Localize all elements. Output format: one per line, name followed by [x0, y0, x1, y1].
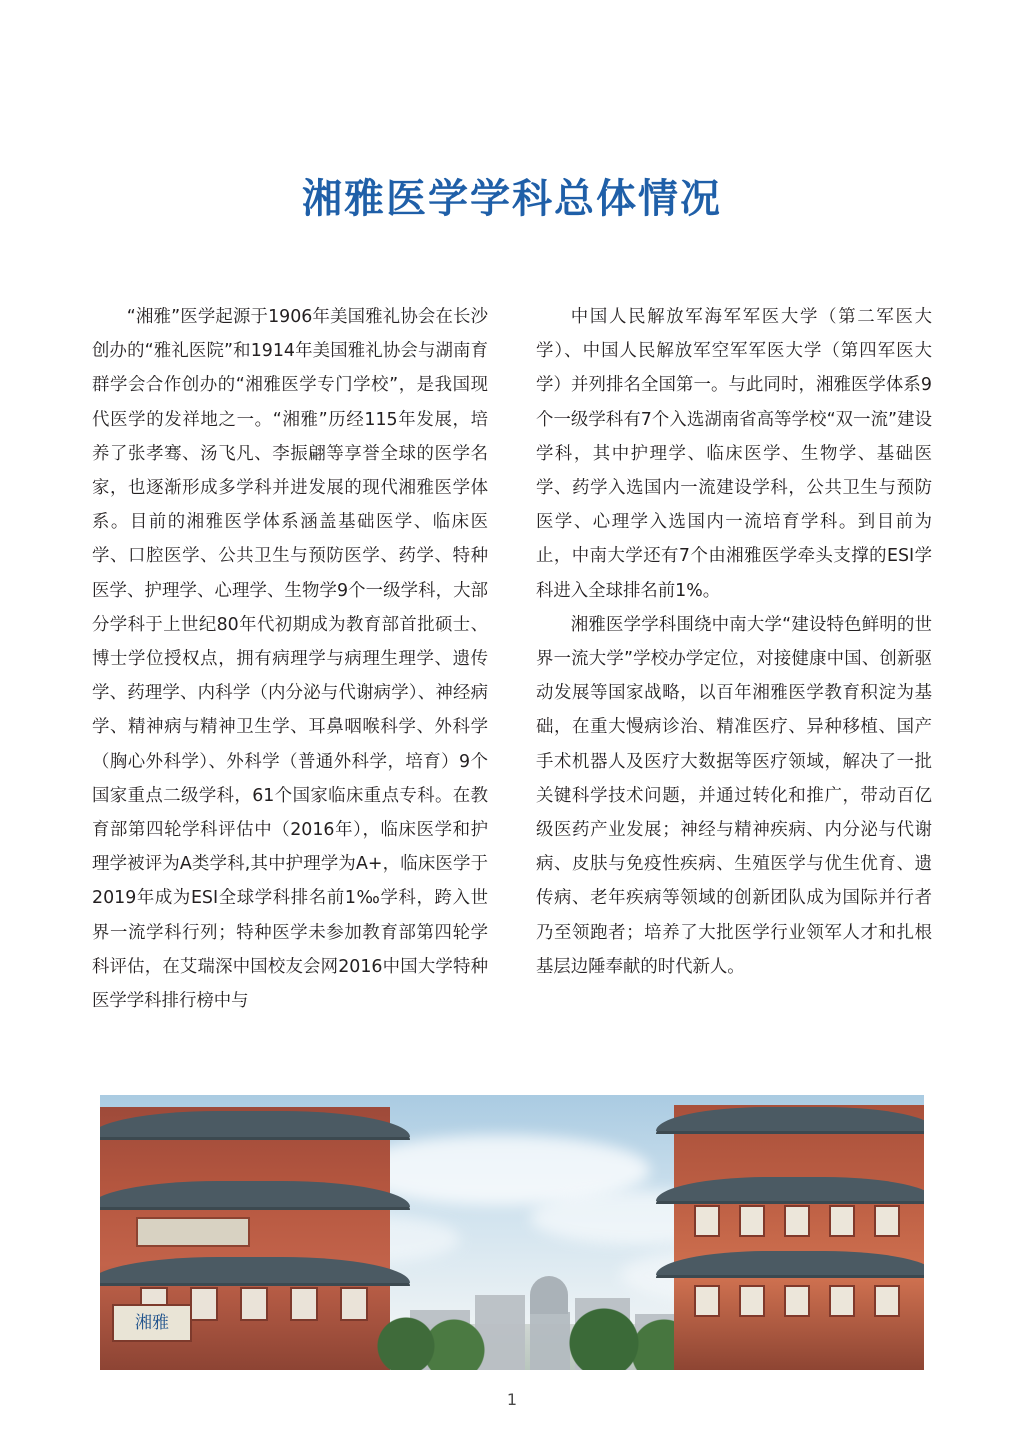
window — [829, 1285, 855, 1317]
tree-cluster-left — [370, 1290, 490, 1370]
window — [874, 1205, 900, 1237]
roof-eave — [656, 1177, 924, 1201]
paragraph: 湘雅医学学科围绕中南大学“建设特色鲜明的世界一流大学”学校办学定位，对接健康中国、创新驱动发展等国家战略，以百年湘雅医学教育积淀为基础，在重大慢病诊治、精准医疗、异种移植、国产手术机器人及医疗大数据等医疗领域，解决了一批关键科学技术问题，并通过转化和推广，带动百亿级医药产业发展；神经与精神疾病、内分泌与代谢病、皮肤与免疫性疾病、生殖医学与优生优育、遗传病、老年疾病等领域的创新团队成为国际并行者乃至领跑者；培养了大批医学行业领军人才和扎根基层边陲奉献的时代新人。 — [536, 614, 932, 977]
window — [739, 1205, 765, 1237]
tree-cluster-right — [544, 1280, 694, 1370]
column-left — [92, 300, 488, 1018]
xiangya-building-right — [674, 1105, 924, 1370]
window — [784, 1285, 810, 1317]
window — [829, 1205, 855, 1237]
roof-eave — [100, 1181, 410, 1207]
window — [290, 1287, 318, 1321]
roof-eave — [656, 1107, 924, 1131]
article-body — [92, 300, 932, 1018]
building-plaque — [136, 1217, 250, 1247]
window — [694, 1285, 720, 1317]
window — [340, 1287, 368, 1321]
paragraph: 中国人民解放军海军军医大学（第二军医大学）、中国人民解放军空军军医大学（第四军医大学）并列排名全国第一。与此同时，湘雅医学体系9个一级学科有7个入选湖南省高等学校“双一流”建设学科，其中护理学、临床医学、生物学、基础医学、药学入选国内一流建设学科，公共卫生与预防医学、心理学入选国内一流培育学科。到目前为止，中南大学还有7个由湘雅医学牵头支撑的ESI学科进入全球排名前1%。 — [536, 307, 932, 601]
xiangya-building-left — [100, 1107, 390, 1370]
paragraph: “湘雅”医学起源于1906年美国雅礼协会在长沙创办的“雅礼医院”和1914年美国雅礼协会与湖南育群学会合作创办的“湘雅医学专门学校”，是我国现代医学的发祥地之一。“湘雅”历经115年发展，培养了张孝骞、汤飞凡、李振翩等享誉全球的医学名家，也逐渐形成多学科并进发展的现代湘雅医学体系。目前的湘雅医学体系涵盖基础医学、临床医学、口腔医学、公共卫生与预防医学、药学、特种医学、护理学、心理学、生物学9个一级学科，大部分学科于上世纪80年代初期成为教育部首批硕士、博士学位授权点，拥有病理学与病理生理学、遗传学、药理学、内科学（内分泌与代谢病学）、神经病学、精神病与精神卫生学、耳鼻咽喉科学、外科学（胸心外科学）、外科学（普通外科学，培育）9个国家重点二级学科，61个国家临床重点专科。在教育部第四轮学科评估中（2016年），临床医学和护理学被评为A类学科,其中护理学为A+，临床医学于2019年成为ESI全球学科排名前1‰学科，跨入世界一流学科行列；特种医学未参加教育部第四轮学科评估，在艾瑞深中国校友会网2016中国大学特种医学学科排行榜中与 — [92, 307, 488, 1012]
roof-eave — [100, 1257, 410, 1283]
window — [694, 1205, 720, 1237]
campus-photo — [100, 1095, 924, 1370]
window — [784, 1205, 810, 1237]
column-right — [536, 300, 932, 1018]
page-title: 湘雅医学学科总体情况 — [302, 175, 722, 222]
roof-eave — [100, 1111, 410, 1137]
building-sign: 湘雅 — [112, 1304, 192, 1342]
roof-eave — [656, 1251, 924, 1275]
window — [739, 1285, 765, 1317]
window — [190, 1287, 218, 1321]
window — [240, 1287, 268, 1321]
window — [874, 1285, 900, 1317]
page-number: 1 — [506, 1390, 518, 1409]
